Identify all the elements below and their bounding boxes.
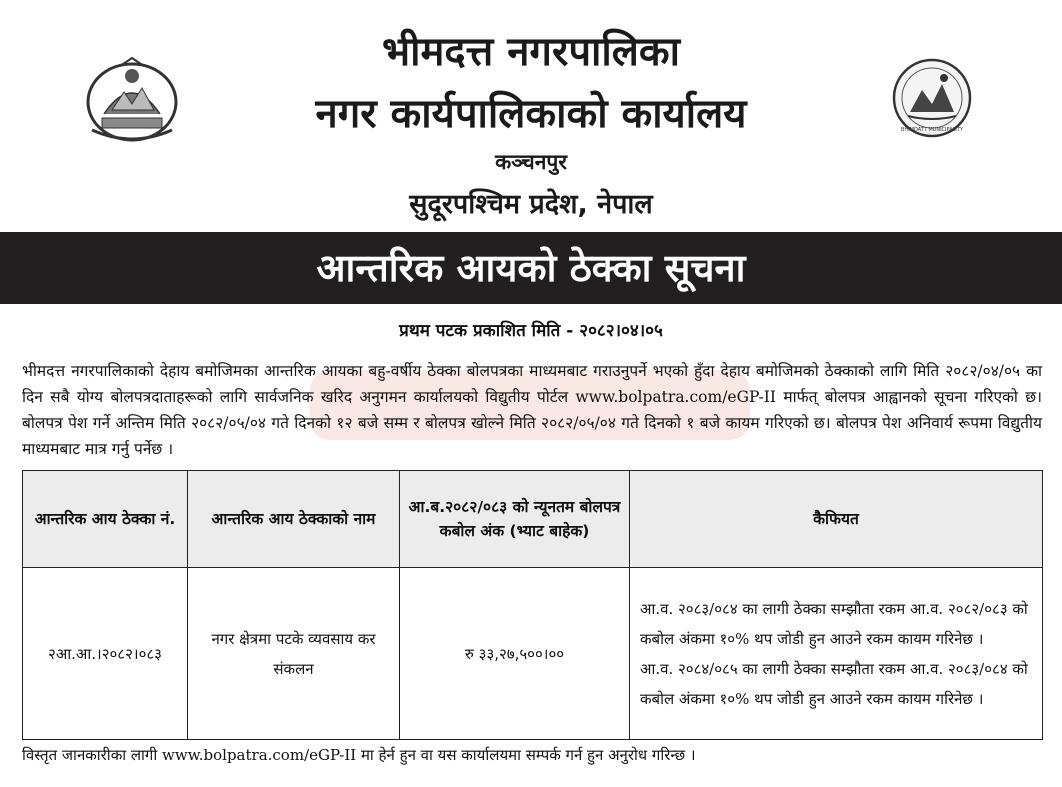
table-header-row	[23, 471, 1043, 568]
notice-title-banner: आन्तरिक आयको ठेक्का सूचना	[0, 232, 1062, 304]
notice-body-paragraph: भीमदत्त नगरपालिकाको देहाय बमोजिमका आन्तरिक आयका बहु-वर्षीय ठेक्का बोलपत्रका माध्यमबाट गराउनुपर्ने भएको हुँदा देहाय बमोजिमको ठेक्काको लागि मिति २०८२/०४/०५ का दिन सबै योग्य बोलपत्रदाताहरूको लागि सार्वजनिक खरिद अनुगमन कार्यालयको विद्युतीय पोर्टल www.bolpatra.com/eGP-II मार्फत् बोलपत्र आह्वानको सूचना गरिएको छ। बोलपत्र पेश गर्ने अन्तिम मिति २०८२/०५/०४ गते दिनको १२ बजे सम्म र बोलपत्र खोल्ने मिति २०८२/०५/०४ गते दिनको १ बजे कायम गरिएको छ। बोलपत्र पेश अनिवार्य रूपमा विद्युतीय माध्यमबाट मात्र गर्नु पर्नेछ ।	[22, 362, 1042, 458]
remark-item: आ.व. २०८४/०८५ का लागी ठेक्का सम्झौता रकम आ.व. २०८३/०८४ को कबोल अंकमा १०% थप जोडी हुन आउने रकम कायम गरिनेछ ।	[640, 659, 1028, 708]
cell-min-bid: रु ३३,२७,५००।००	[400, 568, 630, 740]
province-name: सुदूरपश्चिम प्रदेश, नेपाल	[409, 189, 653, 220]
table-row	[23, 568, 1043, 740]
cell-contract-no: २आ.आ.।२०८२।०८३	[23, 568, 188, 740]
office-name: नगर कार्यपालिकाको कार्यालय	[315, 91, 747, 137]
header-contract-no: आन्तरिक आय ठेक्का नं.	[23, 471, 188, 568]
remark-item: आ.व. २०८३/०८४ का लागी ठेक्का सम्झौता रकम आ.व. २०८२/०८३ को कबोल अंकमा १०% थप जोडी हुन आउने रकम कायम गरिनेछ ।	[640, 599, 1028, 648]
header-remarks: कैफियत	[630, 471, 1043, 568]
header-contract-name: आन्तरिक आय ठेक्काको नाम	[188, 471, 400, 568]
footer-note: विस्तृत जानकारीका लागी www.bolpatra.com/eGP-II मा हेर्न हुन वा यस कार्यालयमा सम्पर्क गर्न हुन अनुरोध गरिन्छ ।	[22, 746, 696, 764]
publication-date: प्रथम पटक प्रकाशित मिति - २०८२।०४।०५	[399, 321, 663, 341]
municipality-name: भीमदत्त नगरपालिका	[382, 29, 680, 75]
notice-header	[0, 0, 1062, 232]
municipality-logo-text: BHIMDATT MUNICIPALITY	[900, 127, 964, 133]
cell-remarks	[630, 568, 1043, 740]
contract-table	[22, 470, 1043, 740]
cell-contract-name: नगर क्षेत्रमा पटके व्यवसाय कर संकलन	[188, 568, 400, 740]
district-name: कञ्चनपुर	[495, 150, 567, 174]
header-min-bid: आ.ब.२०८२/०८३ को न्यूनतम बोलपत्र कबोल अंक (भ्याट बाहेक)	[400, 471, 630, 568]
